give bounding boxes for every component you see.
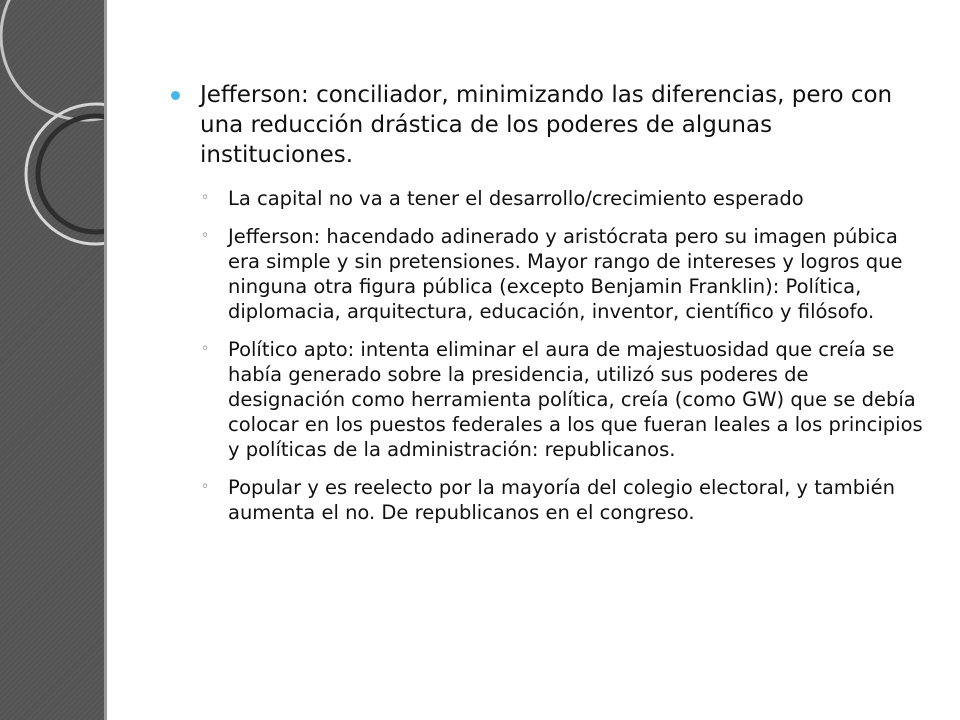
sub-bullet-item [170,224,930,324]
sub-bullet-item [170,337,930,462]
round-bullet-icon [171,91,180,100]
side-decoration-band [0,0,106,720]
sub-bullet-text: Político apto: intenta eliminar el aura de majestuosidad que creía se había generado sobre la presidencia, utilizó sus poderes de designación como herramienta política, creía (como GW) que se debía colocar en los puestos federales a los que fueran leales a los principios y políticas de la administración: republicanos. [228,338,923,461]
sub-bullet-text: Popular y es reelecto por la mayoría del colegio electoral, y también aumenta el no. De republicanos en el congreso. [228,476,895,524]
sub-bullet-text: La capital no va a tener el desarrollo/crecimiento esperado [228,187,804,210]
ring-bullet-icon: ◦ [201,479,210,495]
ring-bullet-icon: ◦ [201,190,210,206]
side-band-edge [104,0,107,720]
sub-bullet-item [170,186,930,211]
sub-bullet-item [170,475,930,525]
sub-bullet-text: Jefferson: hacendado adinerado y aristócrata pero su imagen púbica era simple y sin pretensiones. Mayor rango de intereses y logros que ninguna otra figura pública (excepto Benjamin Franklin): Política, diplomacia, arquitectura, educación, inventor, científico y filósofo. [228,225,903,323]
ring-bullet-icon: ◦ [201,228,210,244]
decorative-rings [0,0,106,320]
main-bullet-text: Jefferson: conciliador, minimizando las diferencias, pero con una reducción drástica de los poderes de algunas instituciones. [200,82,893,168]
main-bullet-item [170,80,930,170]
ring-bullet-icon: ◦ [201,341,210,357]
slide-body [170,80,930,538]
